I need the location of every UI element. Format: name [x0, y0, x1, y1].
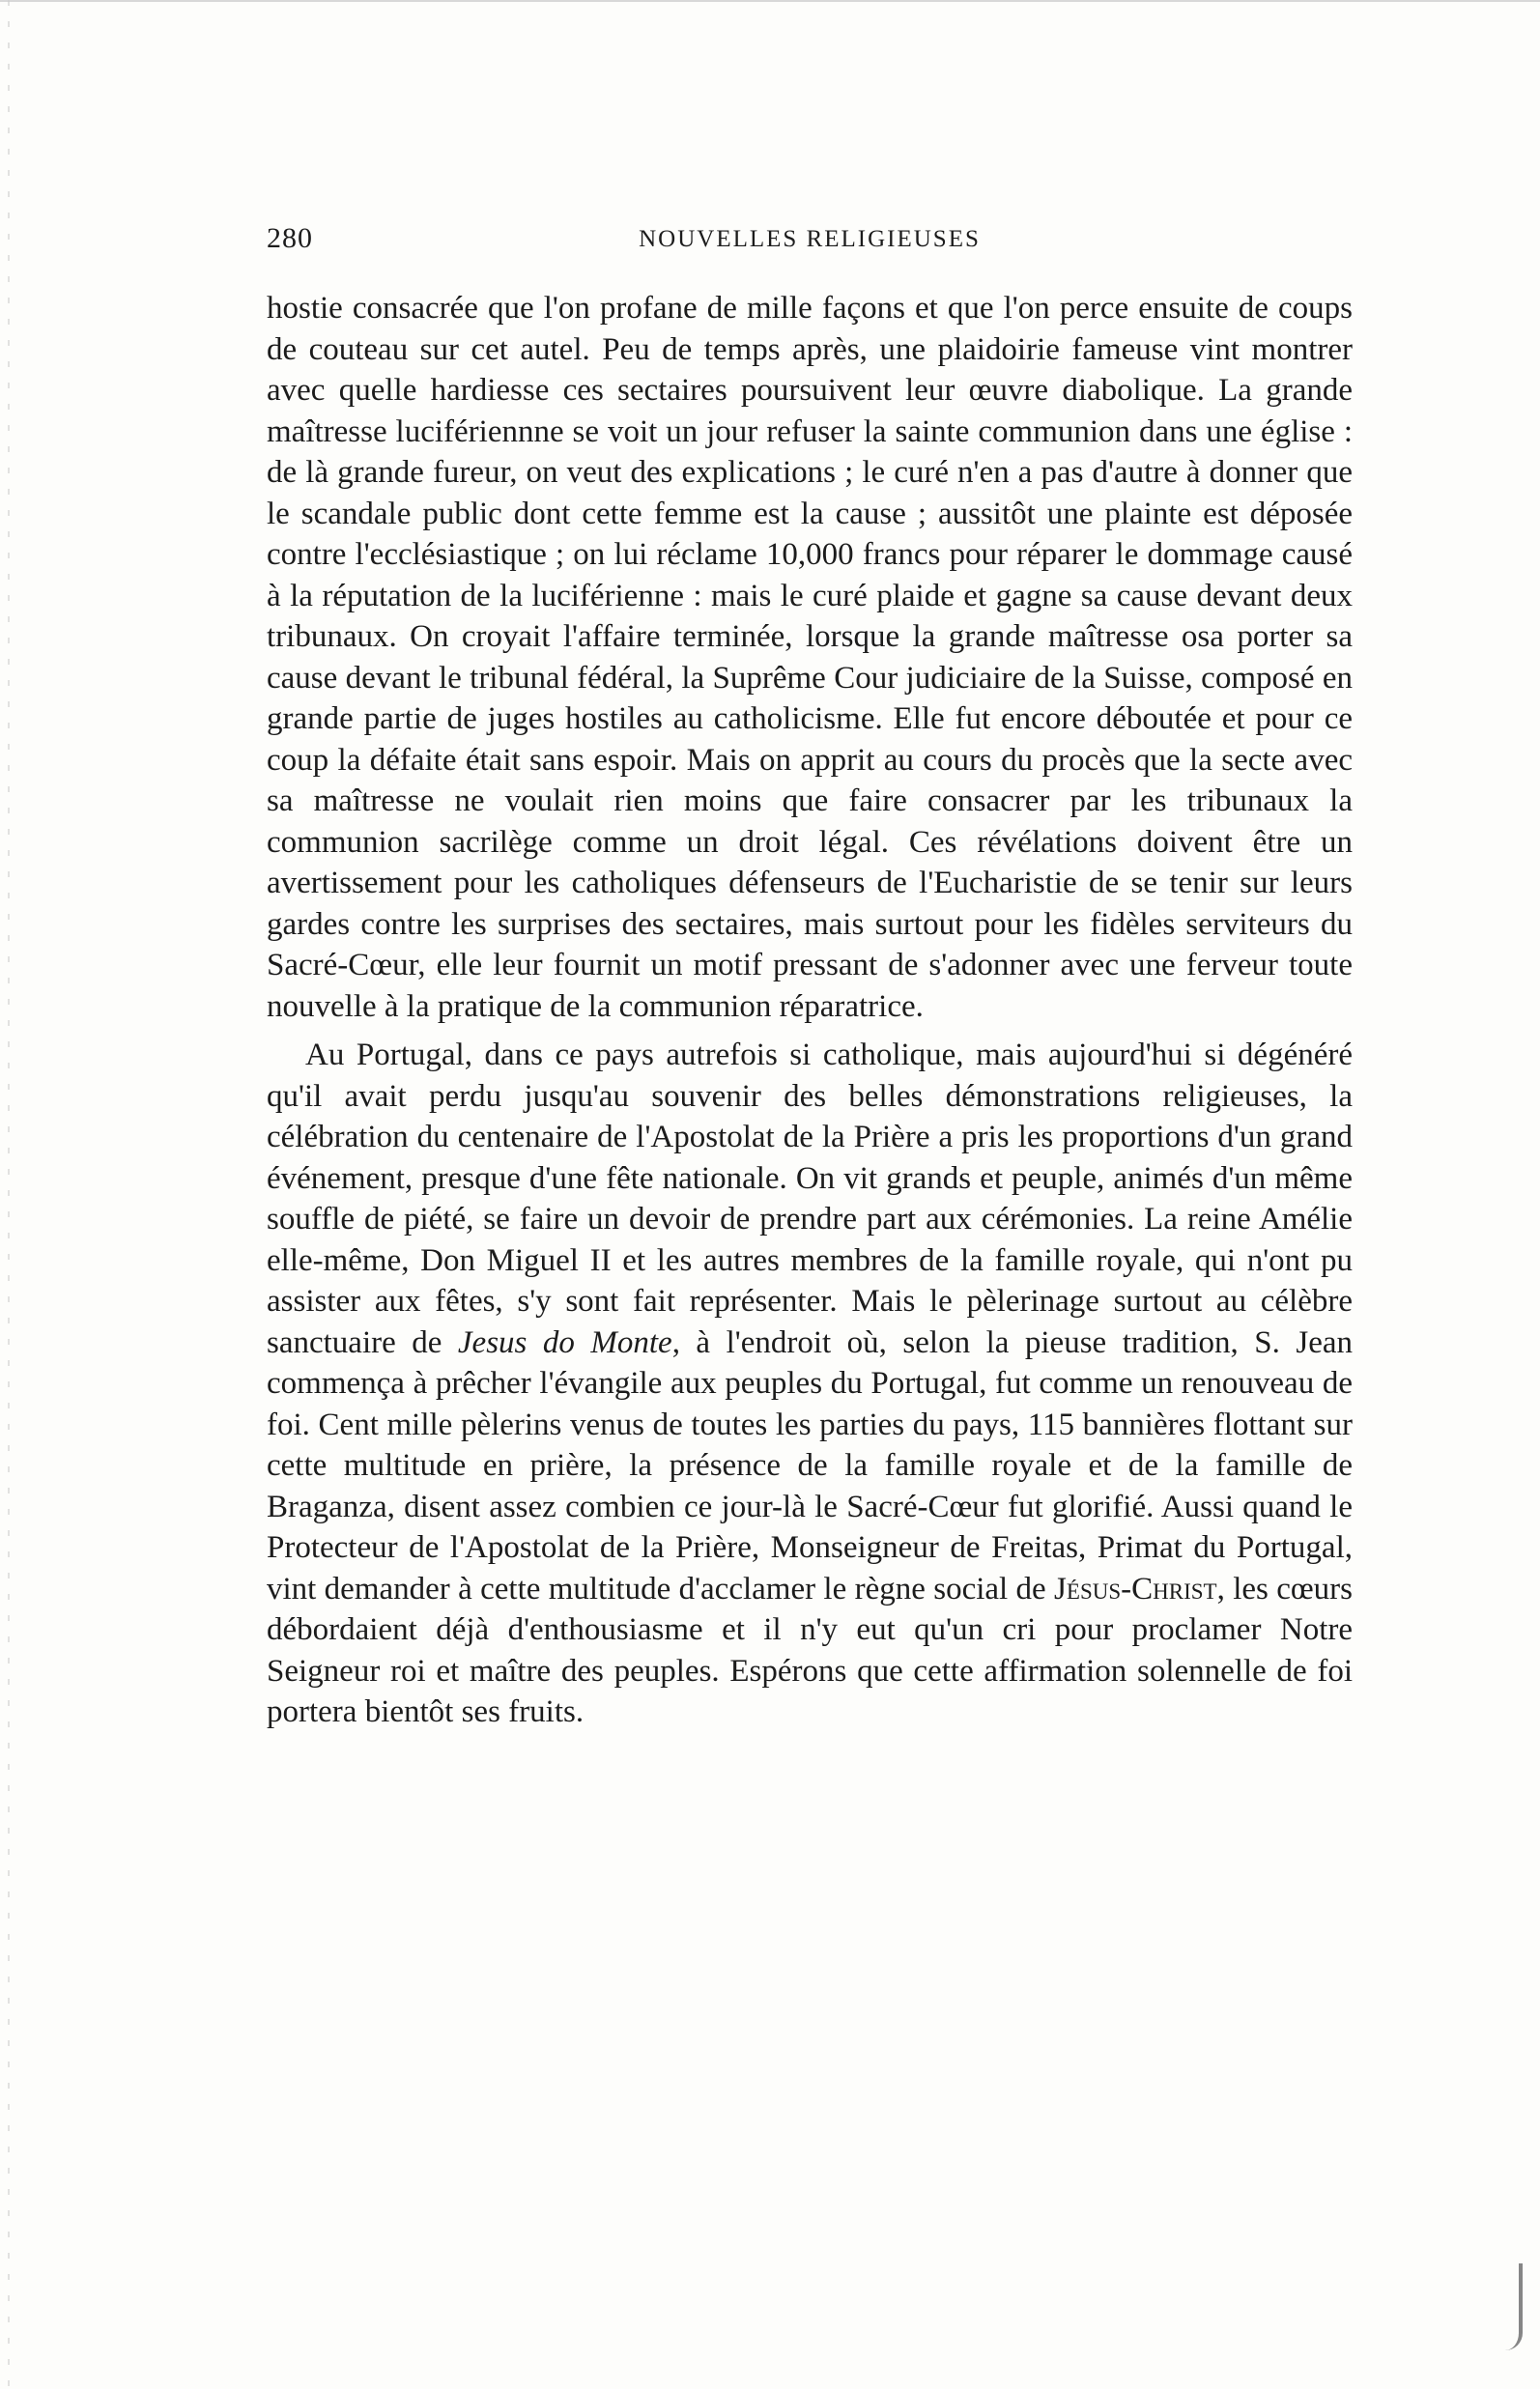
paragraph-1: hostie consacrée que l'on profane de mille façons et que l'on perce ensuite de coups de couteau sur cet autel. Peu de temps après, une plaidoirie fameuse vint montrer avec quelle hardiesse ces sectaires poursuivent leur œuvre diabolique. La grande maîtresse lucifériennne se voit un jour refuser la sainte communion dans une église : de là grande fureur, on veut des explications ; le curé n'en a pas d'autre à donner que le scandale public dont cette femme est la cause ; aussitôt une plainte est déposée contre l'ecclésiastique ; on lui réclame 10,000 francs pour réparer le dommage causé à la réputation de la luciférienne : mais le curé plaide et gagne sa cause devant deux tribunaux. On croyait l'affaire terminée, lorsque la grande maîtresse osa porter sa cause devant le tribunal fédéral, la Suprême Cour judiciaire de la Suisse, composé en grande partie de juges hostiles au catholicisme. Elle fut encore déboutée et pour ce coup la défaite était sans espoir. Mais on apprit au cours du procès que la secte avec sa maîtresse ne voulait rien moins que faire consacrer par les tribunaux la communion sacrilège comme un droit légal. Ces révélations doivent être un avertissement pour les catholiques défenseurs de l'Eucharistie de se tenir sur leurs gardes contre les surprises des sectaires, mais surtout pour les fidèles serviteurs du Sacré-Cœur, elle leur fournit un motif pressant de s'adonner avec une ferveur toute nouvelle à la pratique de la communion réparatrice. [267, 291, 1353, 1024]
paragraph-2-text-b: , à l'endroit où, selon la pieuse tradition, S. Jean commença à prêcher l'évangile aux peuples du Portugal, fut comme un renouveau de foi. Cent mille pèlerins venus de toutes les parties du pays, 115 bannières flottant sur cette multitude en prière, la présence de la famille royale et de la famille de Braganza, disent assez combien ce jour-là le Sacré-Cœur fut glorifié. Aussi quand le Protecteur de l'Apostolat de la Prière, Monseigneur de Freitas, Primat du Portugal, vint demander à cette multitude d'acclamer le règne social de [267, 1324, 1353, 1607]
page-curl-mark [1501, 2263, 1523, 2350]
page-body [267, 288, 1353, 1733]
page-number: 280 [267, 222, 313, 254]
paragraph-2-text-a: Au Portugal, dans ce pays autrefois si catholique, mais aujourd'hui si dégénéré qu'il avait perdu jusqu'au souvenir des belles démonstrations religieuses, la célébration du centenaire de l'Apostolat de la Prière a pris les proportions d'un grand événement, presque d'une fête nationale. On vit grands et peuple, animés d'un même souffle de piété, se faire un devoir de prendre part aux cérémonies. La reine Amélie elle-même, Don Miguel II et les autres membres de la famille royale, qui n'ont pu assister aux fêtes, s'y sont fait représenter. Mais le pèlerinage surtout au célèbre sanctuaire de [267, 1038, 1353, 1360]
page-header [267, 222, 1353, 261]
running-title: NOUVELLES RELIGIEUSES [639, 226, 981, 252]
page-left-edge [8, 0, 10, 2389]
paragraph-2-text-c: , les cœurs débordaient déjà d'enthousiasme et il n'y eut qu'un cri pour proclamer Notre Seigneur roi et maître des peuples. Espérons que cette affirmation solennelle de foi portera bientôt ses fruits. [267, 1571, 1354, 1729]
paragraph-2 [267, 1035, 1353, 1733]
jesus-christ-smallcaps: Jésus-Christ [1054, 1571, 1217, 1607]
sanctuary-name-italic: Jesus do Monte [457, 1324, 672, 1360]
page-top-edge [0, 0, 1540, 2]
